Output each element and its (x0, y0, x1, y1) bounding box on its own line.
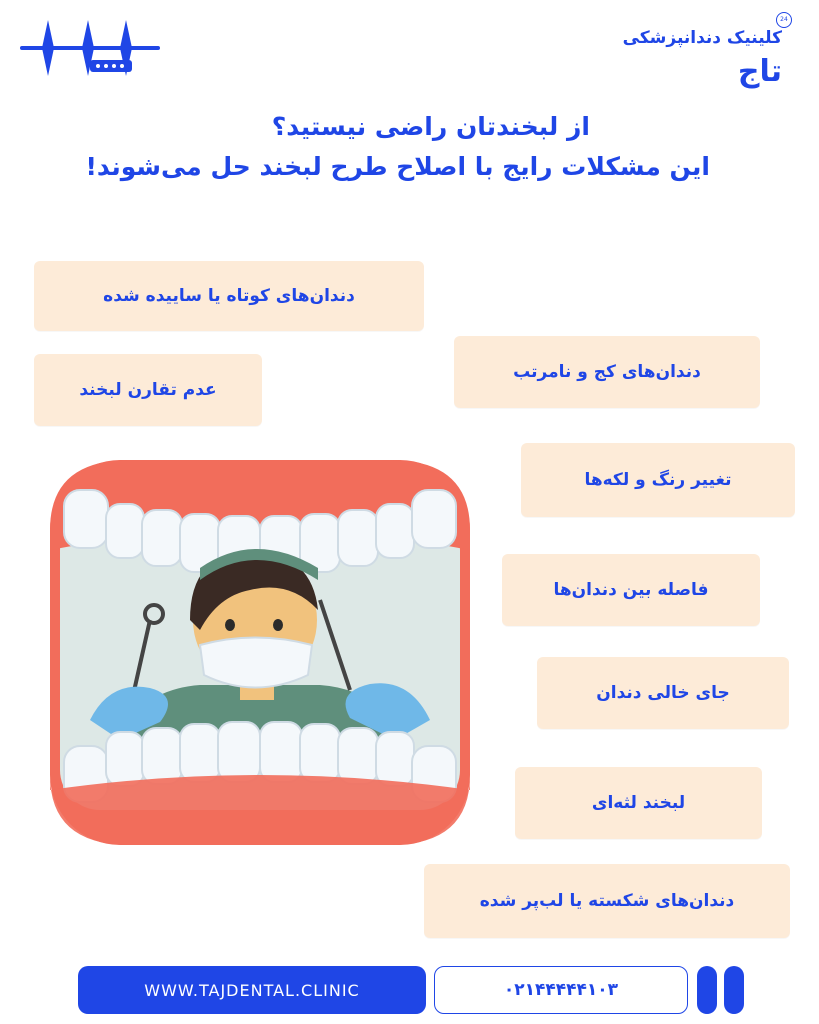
problem-card: دندان‌های کج و نامرتب (454, 336, 760, 408)
problem-card: عدم تقارن لبخند (34, 354, 262, 426)
brand-logo (20, 16, 160, 82)
problem-card: تغییر رنگ و لکه‌ها (521, 443, 795, 517)
problem-card: دندان‌های کوتاه یا ساییده شده (34, 261, 424, 331)
website-button[interactable]: WWW.TAJDENTAL.CLINIC (78, 966, 426, 1014)
dentist-mouth-illustration (50, 460, 470, 845)
clinic-24-badge: 24 (776, 12, 792, 28)
problem-card: جای خالی دندان (537, 657, 789, 729)
footer-decor-pill (697, 966, 717, 1014)
headline-line1: از لبخندتان راضی نیستید؟ (271, 112, 590, 141)
clinic-logo (622, 10, 800, 90)
footer-decor-pill (724, 966, 744, 1014)
phone-box[interactable]: ۰۲۱۴۴۴۴۴۱۰۳ (434, 966, 688, 1014)
problem-card: فاصله بین دندان‌ها (502, 554, 760, 626)
problem-card: لبخند لثه‌ای (515, 767, 762, 839)
problem-card: دندان‌های شکسته یا لب‌پر شده (424, 864, 790, 938)
clinic-name-large: تاج (737, 54, 782, 89)
clinic-name-small: کلینیک دندانپزشکی (622, 28, 782, 48)
headline-line2: این مشکلات رایج با اصلاح طرح لبخند حل می‌شوند! (85, 152, 710, 181)
